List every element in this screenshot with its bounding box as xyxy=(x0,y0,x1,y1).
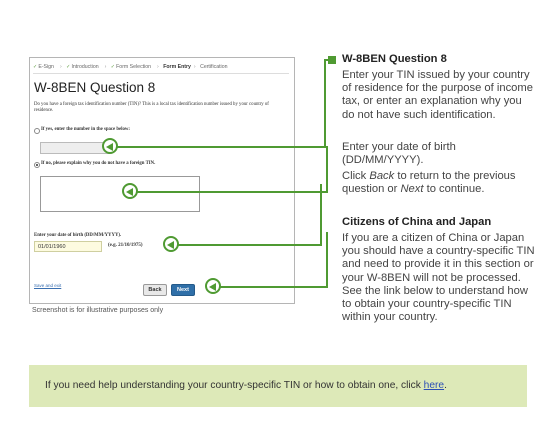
step-form-selection[interactable]: ✓Form Selection xyxy=(110,64,152,70)
arrow-left-icon xyxy=(163,236,179,252)
heading-marker xyxy=(328,56,336,64)
tin-input[interactable] xyxy=(40,142,110,154)
panel-heading-2: Citizens of China and Japan xyxy=(342,216,492,228)
check-icon: ✓ xyxy=(110,64,116,70)
help-footer xyxy=(29,365,527,407)
form-question: Do you have a foreign tax identification number (TIN)? This is a local tax identification number issued by your country of residence. xyxy=(34,102,269,113)
step-introduction[interactable]: ✓Introduction xyxy=(66,64,99,70)
dob-input[interactable]: 01/01/1960 xyxy=(34,241,102,252)
option-no-label: If no, please explain why you do not have a foreign TIN. xyxy=(41,161,156,166)
connector-line xyxy=(326,146,328,193)
panel-tin-text: Enter your TIN issued by your country of residence for the purpose of income tax, or enter an explanation why you do not have such identification. xyxy=(342,69,533,121)
connector-line xyxy=(220,286,328,288)
connector-line xyxy=(137,191,328,193)
chevron-right-icon: › xyxy=(59,64,62,70)
arrow-left-icon xyxy=(102,138,118,154)
connector-line xyxy=(178,244,322,246)
radio-no[interactable] xyxy=(34,162,40,168)
divider xyxy=(33,73,289,74)
back-button[interactable]: Back xyxy=(143,284,167,296)
chevron-right-icon: › xyxy=(104,64,107,70)
arrow-left-icon xyxy=(122,183,138,199)
connector-line xyxy=(324,59,326,147)
help-link[interactable]: here xyxy=(423,380,445,391)
form-title: W-8BEN Question 8 xyxy=(34,80,156,95)
dob-example: (e.g. 21/10/1975) xyxy=(108,243,143,248)
step-esign[interactable]: ✓E-Sign xyxy=(33,64,54,70)
next-button[interactable]: Next xyxy=(171,284,195,296)
footer-text: If you need help understanding your country-specific TIN or how to obtain one, click here. xyxy=(45,380,447,391)
panel-nav-text: Click Back to return to the previous question or Next to continue. xyxy=(342,170,516,196)
connector-line xyxy=(320,184,322,246)
explanation-textarea[interactable] xyxy=(40,176,200,212)
option-yes-label: If yes, enter the number in the space below: xyxy=(41,127,130,132)
dob-label: Enter your date of birth (DD/MM/YYYY). xyxy=(34,233,122,238)
form-screenshot xyxy=(29,57,295,304)
panel-china-japan-text: If you are a citizen of China or Japan you should have a country-specific TIN and need to provide it in this section or your W-8BEN will not be processed. See the link below to understand how to obtain your country-specific TIN within your country. xyxy=(342,232,535,324)
save-exit-link[interactable]: Save and exit xyxy=(34,283,62,288)
chevron-right-icon: › xyxy=(193,64,196,70)
step-certification: Certification xyxy=(200,64,228,70)
connector-line xyxy=(326,232,328,288)
check-icon: ✓ xyxy=(66,64,71,70)
arrow-left-icon xyxy=(205,278,221,294)
radio-yes[interactable] xyxy=(34,128,40,134)
connector-line xyxy=(117,146,326,148)
chevron-right-icon: › xyxy=(157,64,159,70)
panel-heading: W-8BEN Question 8 xyxy=(342,53,447,65)
screenshot-caption: Screenshot is for illustrative purposes only xyxy=(32,307,164,314)
step-form-entry: Form Entry xyxy=(163,64,191,70)
panel-dob-text: Enter your date of birth (DD/MM/YYYY). xyxy=(342,141,456,167)
check-icon: ✓ xyxy=(33,64,38,70)
